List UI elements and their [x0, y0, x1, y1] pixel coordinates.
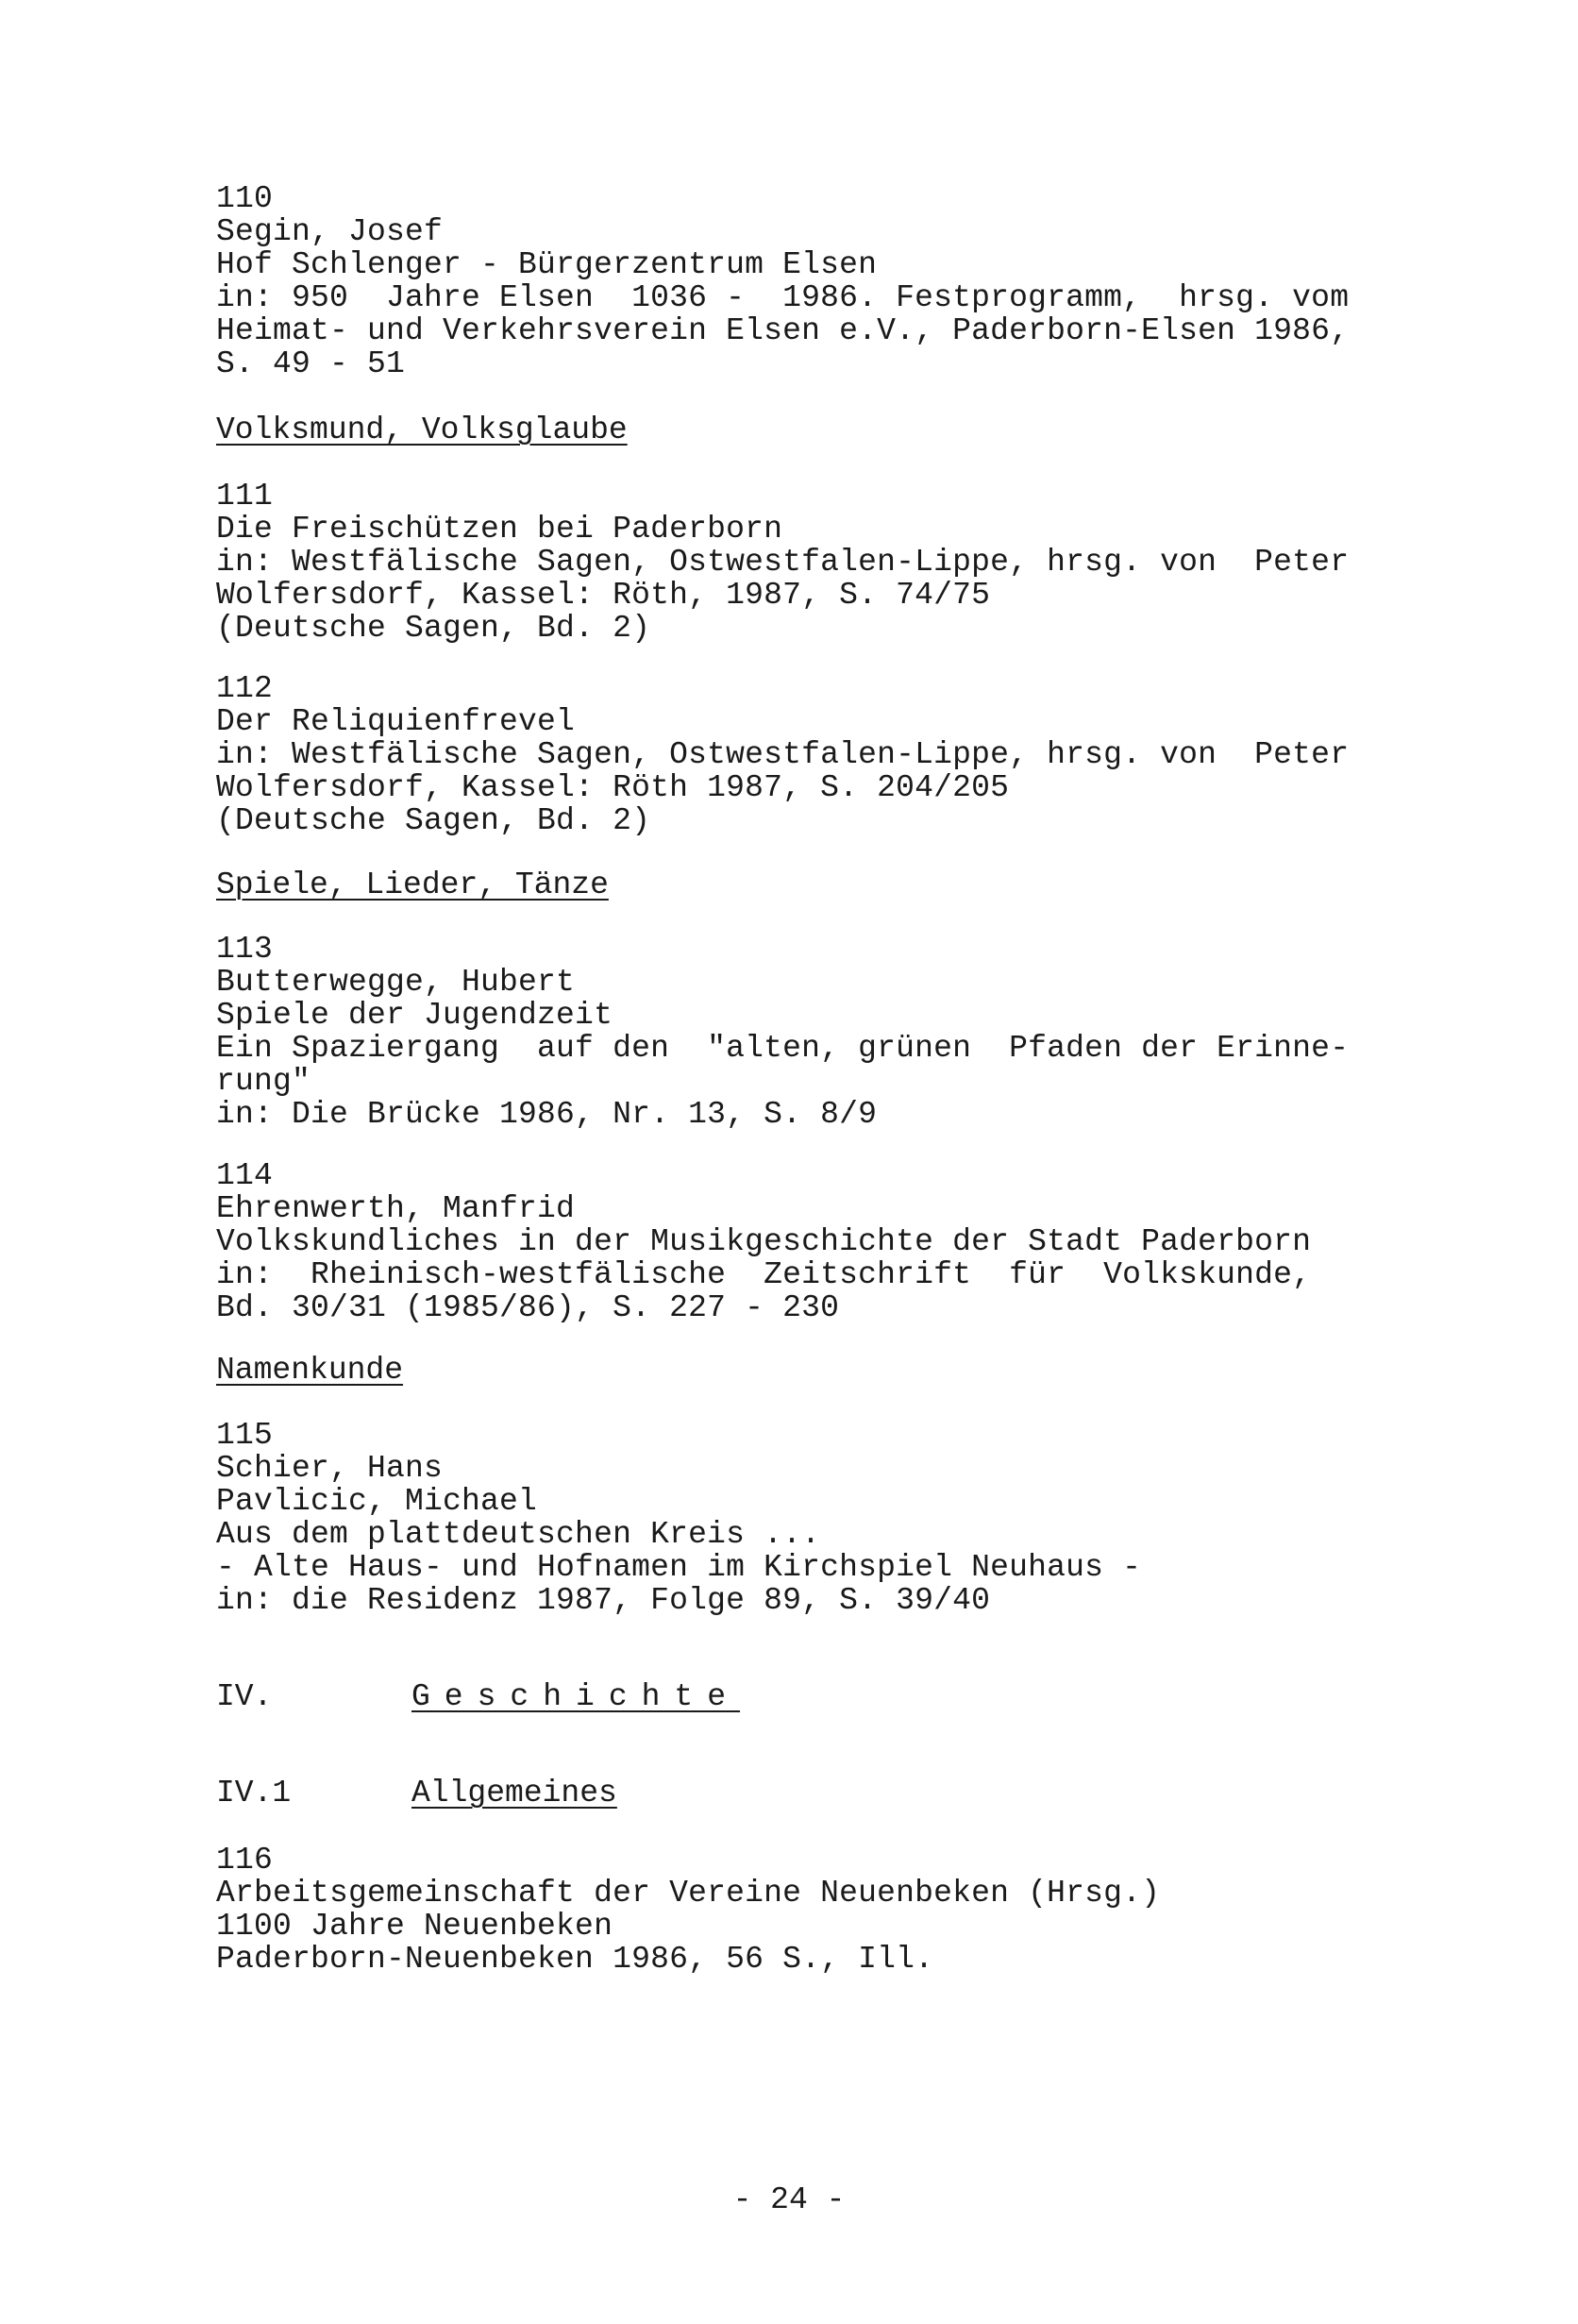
entry-series: (Deutsche Sagen, Bd. 2) — [216, 803, 651, 838]
entry-title: Hof Schlenger - Bürgerzentrum Elsen — [216, 247, 878, 282]
entry-title: Die Freischützen bei Paderborn — [216, 512, 783, 547]
entry-111 — [216, 480, 1405, 645]
entry-110 — [216, 182, 1405, 380]
entry-source-line: Bd. 30/31 (1985/86), S. 227 - 230 — [216, 1290, 840, 1325]
entry-116 — [216, 1844, 1405, 1976]
entry-number: 114 — [216, 1158, 274, 1193]
entry-source-line: Wolfersdorf, Kassel: Röth, 1987, S. 74/75 — [216, 578, 991, 613]
subject-heading-namenkunde: Namenkunde — [216, 1353, 404, 1388]
entry-number: 112 — [216, 671, 274, 706]
entry-author: Schier, Hans — [216, 1451, 444, 1486]
entry-source-line: in: die Residenz 1987, Folge 89, S. 39/40 — [216, 1583, 991, 1618]
entry-114 — [216, 1159, 1405, 1324]
entry-title: Der Reliquienfrevel — [216, 704, 576, 739]
entry-title: 1100 Jahre Neuenbeken — [216, 1909, 613, 1944]
subject-heading-volksmund: Volksmund, Volksglaube — [216, 413, 628, 447]
entry-author: Arbeitsgemeinschaft der Vereine Neuenbeken (Hrsg.) — [216, 1876, 1161, 1911]
entry-title: Volkskundliches in der Musikgeschichte der Stadt Paderborn — [216, 1224, 1312, 1259]
entry-number: 115 — [216, 1418, 274, 1453]
entry-author: Ehrenwerth, Manfrid — [216, 1191, 576, 1226]
entry-source-line: Paderborn-Neuenbeken 1986, 56 S., Ill. — [216, 1942, 934, 1977]
entry-source-line: in: Westfälische Sagen, Ostwestfalen-Lippe, hrsg. von Peter — [216, 737, 1350, 772]
entry-author: Butterwegge, Hubert — [216, 965, 576, 1000]
section-title-allgemeines: Allgemeines — [411, 1776, 617, 1810]
section-title-geschichte: Geschichte — [411, 1679, 741, 1714]
entry-source-line: in: Rheinisch-westfälische Zeitschrift für Volkskunde, — [216, 1257, 1312, 1292]
section-number-iv-1: IV.1 — [216, 1776, 292, 1810]
entry-number: 113 — [216, 932, 274, 967]
entry-115 — [216, 1419, 1405, 1617]
entry-title: Aus dem plattdeutschen Kreis ... — [216, 1517, 821, 1552]
entry-113 — [216, 933, 1405, 1131]
subject-heading-spiele: Spiele, Lieder, Tänze — [216, 867, 609, 902]
entry-source-line: Heimat- und Verkehrsverein Elsen e.V., Paderborn-Elsen 1986, — [216, 313, 1350, 348]
entry-source-line: in: Die Brücke 1986, Nr. 13, S. 8/9 — [216, 1097, 878, 1132]
entry-subtitle: rung" — [216, 1064, 311, 1099]
entry-source-line: Wolfersdorf, Kassel: Röth 1987, S. 204/205 — [216, 770, 1010, 805]
entry-number: 111 — [216, 479, 274, 514]
section-number-iv: IV. — [216, 1679, 273, 1714]
entry-subtitle: Ein Spaziergang auf den "alten, grünen Pfaden der Erinne- — [216, 1031, 1350, 1066]
entry-author: Pavlicic, Michael — [216, 1484, 538, 1519]
entry-source-line: in: Westfälische Sagen, Ostwestfalen-Lippe, hrsg. von Peter — [216, 545, 1350, 580]
entry-112 — [216, 672, 1405, 837]
entry-number: 110 — [216, 181, 274, 216]
page-number: - 24 - — [732, 2182, 846, 2217]
entry-source-line: in: 950 Jahre Elsen 1036 - 1986. Festprogramm, hrsg. vom — [216, 280, 1350, 315]
entry-subtitle: - Alte Haus- und Hofnamen im Kirchspiel Neuhaus - — [216, 1550, 1142, 1585]
entry-author: Segin, Josef — [216, 214, 444, 249]
entry-title: Spiele der Jugendzeit — [216, 998, 613, 1033]
entry-number: 116 — [216, 1843, 274, 1878]
entry-series: (Deutsche Sagen, Bd. 2) — [216, 611, 651, 646]
entry-source-line: S. 49 - 51 — [216, 346, 406, 381]
